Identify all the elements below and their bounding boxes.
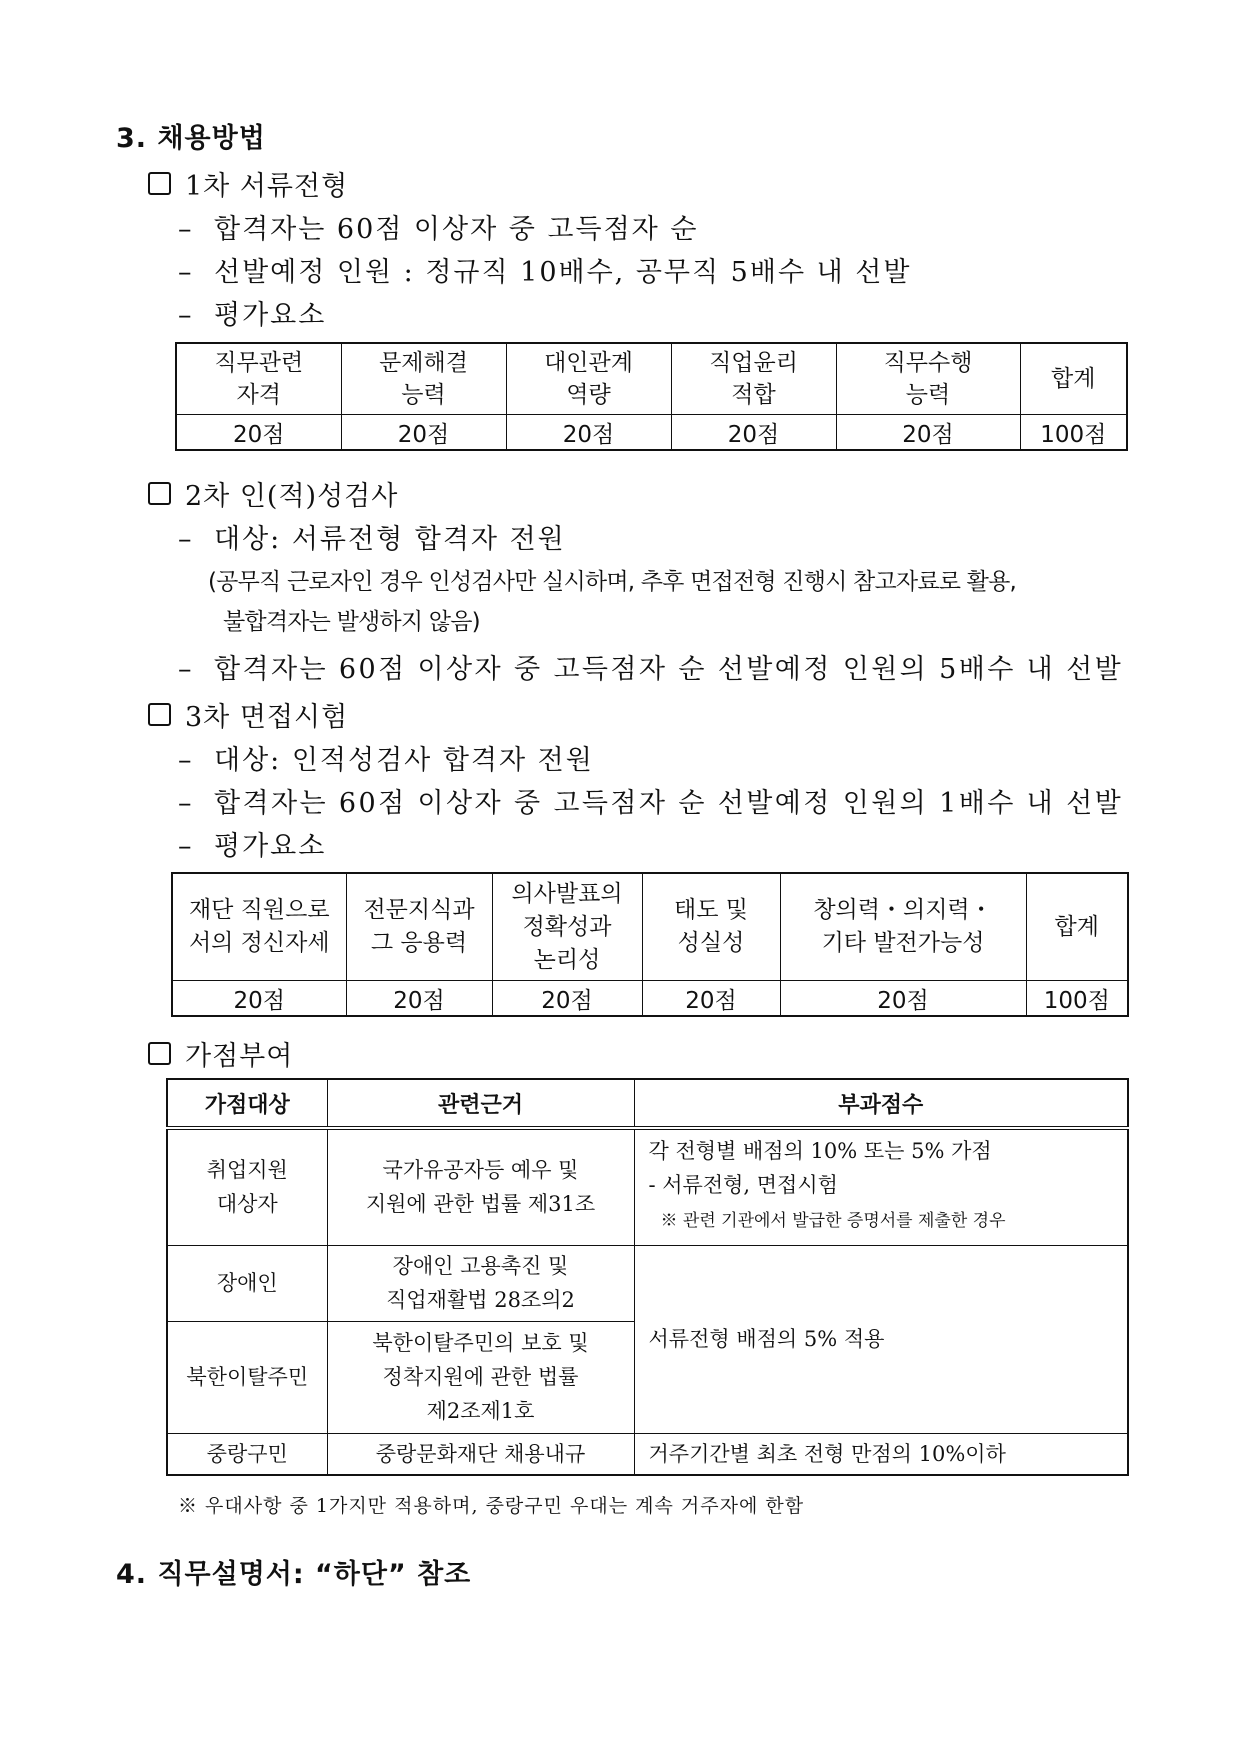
bonus-target: 취업지원 대상자 bbox=[167, 1128, 327, 1245]
bonus-score-3: 거주기간별 최초 전형 만점의 10%이하 bbox=[634, 1433, 1128, 1475]
eval-score: 20점 bbox=[780, 981, 1026, 1017]
eval-score: 20점 bbox=[341, 415, 506, 451]
eval-header: 직무관련 자격 bbox=[176, 343, 341, 415]
stage2-note-line-1: (공무직 근로자인 경우 인성검사만 실시하며, 추후 면접전형 진행시 참고자료로 활용, bbox=[208, 569, 1017, 595]
stage2-note-line-2: 불합격자는 발생하지 않음) bbox=[223, 609, 480, 635]
checkbox-square-icon bbox=[148, 172, 171, 195]
eval-header: 대인관계 역량 bbox=[506, 343, 671, 415]
eval-header-total: 합계 bbox=[1026, 873, 1128, 981]
eval-header: 직업윤리 적합 bbox=[671, 343, 836, 415]
bonus-basis: 북한이탈주민의 보호 및 정착지원에 관한 법률 제2조제1호 bbox=[327, 1321, 634, 1433]
bonus-heading bbox=[148, 1034, 293, 1073]
stage1-bullet-1: – 합격자는 60점 이상자 중 고득점자 순 bbox=[178, 214, 699, 245]
dash-icon: – bbox=[178, 654, 194, 685]
stage1-heading-text: 1차 서류전형 bbox=[185, 171, 349, 202]
eval-header: 전문지식과 그 응용력 bbox=[346, 873, 492, 981]
stage3-bullet-1: – 대상: 인적성검사 합격자 전원 bbox=[178, 745, 594, 776]
stage1-eval-table bbox=[175, 342, 1128, 451]
bonus-score-1-note: ※ 관련 기관에서 발급한 증명서를 제출한 경우 bbox=[660, 1211, 1006, 1231]
eval-score: 20점 bbox=[506, 415, 671, 451]
dash-icon: – bbox=[178, 788, 194, 819]
eval-score: 20점 bbox=[176, 415, 341, 451]
stage3-heading-text: 3차 면접시험 bbox=[185, 702, 349, 733]
bonus-table bbox=[166, 1078, 1129, 1476]
bonus-basis: 중랑문화재단 채용내규 bbox=[327, 1433, 634, 1475]
stage3-bullet-3: – 평가요소 bbox=[178, 831, 327, 862]
stage1-heading bbox=[148, 164, 348, 203]
eval-score-total: 100점 bbox=[1020, 415, 1127, 451]
bonus-header-target: 가점대상 bbox=[167, 1079, 327, 1128]
stage3-heading bbox=[148, 695, 348, 734]
bonus-score-1: 각 전형별 배점의 10% 또는 5% 가점 - 서류전형, 면접시험 ※ 관련 기관에서 발급한 증명서를 제출한 경우 bbox=[634, 1128, 1128, 1245]
eval-score: 20점 bbox=[492, 981, 642, 1017]
stage3-bullet-2: – 합격자는 60점 이상자 중 고득점자 순 선발예정 인원의 1배수 내 선발 bbox=[178, 788, 1124, 819]
dash-icon: – bbox=[178, 745, 194, 776]
dash-icon: – bbox=[178, 214, 194, 245]
bonus-header-score: 부과점수 bbox=[634, 1079, 1128, 1128]
bonus-header-basis: 관련근거 bbox=[327, 1079, 634, 1128]
eval-header: 재단 직원으로 서의 정신자세 bbox=[172, 873, 346, 981]
eval-header: 태도 및 성실성 bbox=[642, 873, 780, 981]
stage1-bullet-3: – 평가요소 bbox=[178, 300, 327, 331]
stage2-heading-text: 2차 인(적)성검사 bbox=[185, 481, 399, 512]
bonus-footnote: ※ 우대사항 중 1가지만 적용하며, 중랑구민 우대는 계속 거주자에 한함 bbox=[178, 1495, 805, 1517]
dash-icon: – bbox=[178, 524, 194, 555]
checkbox-square-icon bbox=[148, 703, 171, 726]
bonus-target: 중랑구민 bbox=[167, 1433, 327, 1475]
stage1-bullet-2: – 선발예정 인원 : 정규직 10배수, 공무직 5배수 내 선발 bbox=[178, 257, 912, 288]
bonus-target: 북한이탈주민 bbox=[167, 1321, 327, 1433]
stage2-heading bbox=[148, 474, 398, 513]
bonus-target: 장애인 bbox=[167, 1245, 327, 1321]
eval-header: 창의력・의지력・ 기타 발전가능성 bbox=[780, 873, 1026, 981]
bonus-heading-text: 가점부여 bbox=[185, 1041, 294, 1072]
stage2-bullet-1: – 대상: 서류전형 합격자 전원 bbox=[178, 524, 566, 555]
checkbox-square-icon bbox=[148, 482, 171, 505]
dash-icon: – bbox=[178, 257, 194, 288]
checkbox-square-icon bbox=[148, 1042, 171, 1065]
bonus-basis: 국가유공자등 예우 및 지원에 관한 법률 제31조 bbox=[327, 1128, 634, 1245]
stage2-bullet-2: – 합격자는 60점 이상자 중 고득점자 순 선발예정 인원의 5배수 내 선발 bbox=[178, 654, 1124, 685]
eval-header: 의사발표의 정확성과 논리성 bbox=[492, 873, 642, 981]
eval-score: 20점 bbox=[172, 981, 346, 1017]
eval-score-total: 100점 bbox=[1026, 981, 1128, 1017]
eval-score: 20점 bbox=[836, 415, 1020, 451]
eval-header-total: 합계 bbox=[1020, 343, 1127, 415]
dash-icon: – bbox=[178, 831, 194, 862]
section-3-title: 3. 채용방법 bbox=[116, 123, 266, 154]
eval-score: 20점 bbox=[642, 981, 780, 1017]
bonus-basis: 장애인 고용촉진 및 직업재활법 28조의2 bbox=[327, 1245, 634, 1321]
eval-header: 문제해결 능력 bbox=[341, 343, 506, 415]
stage3-eval-table bbox=[171, 872, 1129, 1017]
eval-header: 직무수행 능력 bbox=[836, 343, 1020, 415]
eval-score: 20점 bbox=[671, 415, 836, 451]
eval-score: 20점 bbox=[346, 981, 492, 1017]
dash-icon: – bbox=[178, 300, 194, 331]
bonus-score-2: 서류전형 배점의 5% 적용 bbox=[634, 1245, 1128, 1433]
section-4-title: 4. 직무설명서: “하단” 참조 bbox=[116, 1559, 472, 1590]
